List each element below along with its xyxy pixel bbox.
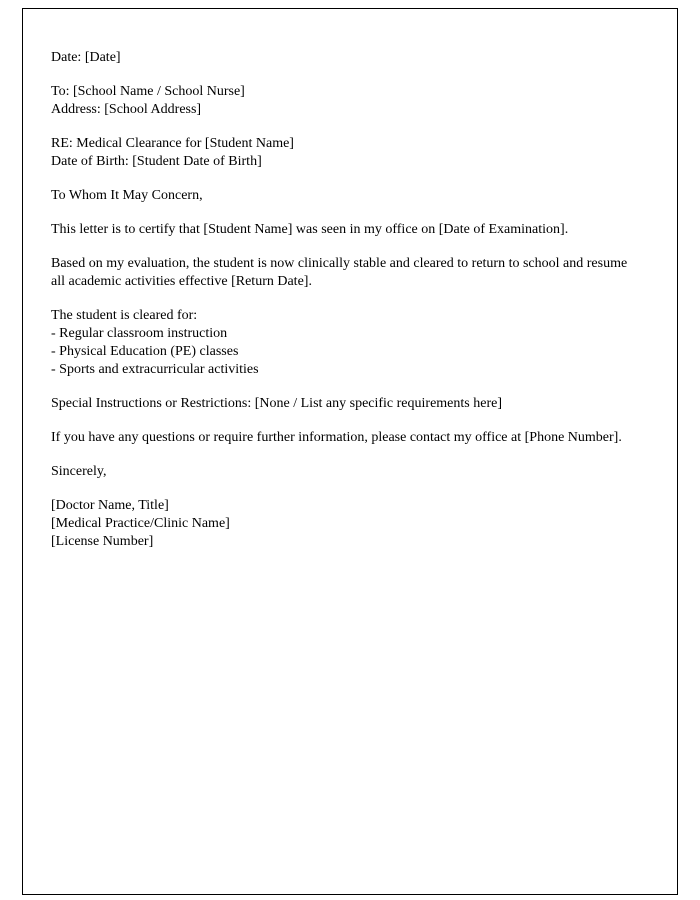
cleared-item: - Physical Education (PE) classes — [51, 344, 239, 359]
evaluation-text: Based on my evaluation, the student is now clinically stable and cleared to return to school and resume all academic activities effective [Return Date]. — [51, 256, 628, 289]
date-line: Date: [Date] — [51, 50, 121, 65]
to-line: To: [School Name / School Nurse] — [51, 84, 245, 99]
signature-line: [Medical Practice/Clinic Name] — [51, 516, 230, 531]
cleared-intro-line: The student is cleared for: — [51, 308, 198, 323]
recipient-block — [51, 83, 631, 119]
closing-line: Sincerely, — [51, 464, 107, 479]
address-line: Address: [School Address] — [51, 102, 202, 117]
cleared-item: - Sports and extracurricular activities — [51, 362, 259, 377]
re-line: RE: Medical Clearance for [Student Name] — [51, 136, 294, 151]
cleared-block — [51, 307, 631, 379]
date-block — [51, 49, 631, 67]
letter-page — [22, 8, 678, 895]
contact-paragraph — [51, 429, 631, 447]
dob-line: Date of Birth: [Student Date of Birth] — [51, 154, 262, 169]
special-instructions-line: Special Instructions or Restrictions: [None / List any specific requirements here] — [51, 396, 502, 411]
certify-paragraph — [51, 221, 631, 239]
signature-line: [Doctor Name, Title] — [51, 498, 169, 513]
signature-line: [License Number] — [51, 534, 154, 549]
certify-text: This letter is to certify that [Student Name] was seen in my office on [Date of Examination]. — [51, 222, 569, 237]
cleared-item: - Regular classroom instruction — [51, 326, 228, 341]
subject-block — [51, 135, 631, 171]
salutation-line: To Whom It May Concern, — [51, 188, 203, 203]
signature-block — [51, 497, 631, 551]
salutation-block — [51, 187, 631, 205]
special-instructions-block — [51, 395, 631, 413]
closing-block — [51, 463, 631, 481]
evaluation-paragraph — [51, 255, 631, 291]
contact-text: If you have any questions or require further information, please contact my office at [Phone Number]. — [51, 430, 622, 445]
